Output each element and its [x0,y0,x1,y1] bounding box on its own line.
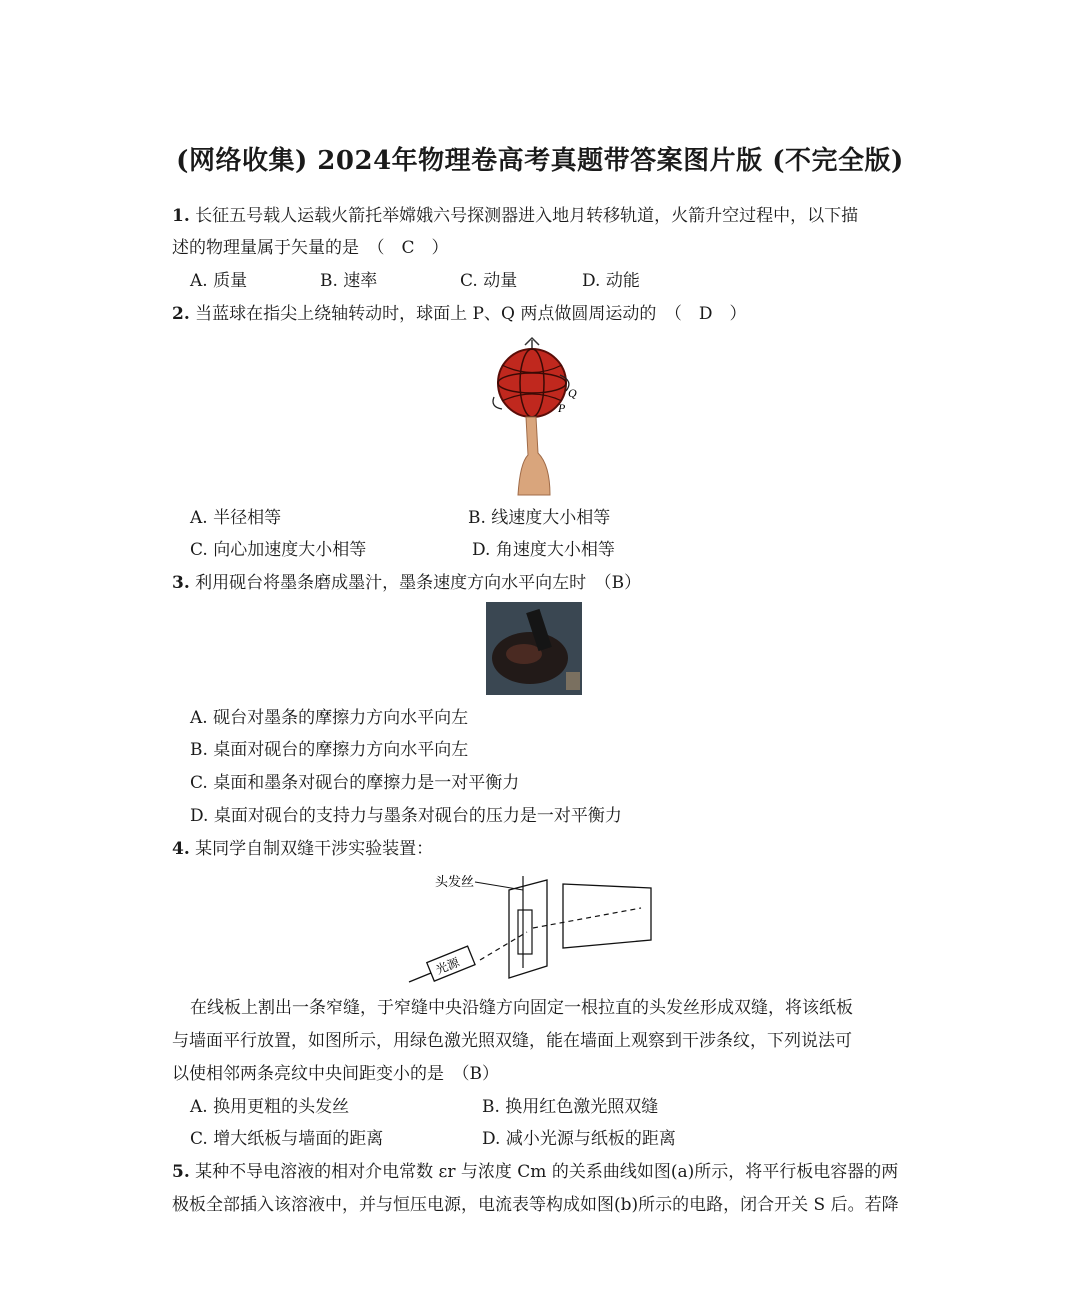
question-2-text: 当蓝球在指尖上绕轴转动时，球面上 P、Q 两点做圆周运动的 （ D ） [195,304,747,324]
question-3-stem [172,572,641,594]
inkstone-photo [486,602,582,695]
question-4-stem [172,838,433,860]
question-1-option-a: A. 质量 [190,271,248,291]
question-1-option-b: B. 速率 [320,271,378,291]
question-4-option-b: B. 换用红色激光照双缝 [482,1097,659,1117]
light-source-label: 光源 [433,955,462,978]
point-q-label: Q [568,386,577,400]
question-3-option-a: A. 砚台对墨条的摩擦力方向水平向左 [190,708,469,728]
question-3-number: 3. [172,573,190,593]
basketball-figure [470,335,600,500]
point-p-label: P [558,401,566,415]
question-4-option-a: A. 换用更粗的头发丝 [190,1097,350,1117]
question-1-option-d: D. 动能 [582,271,640,291]
question-2-option-a: A. 半径相等 [190,508,282,528]
question-2-option-d: D. 角速度大小相等 [472,540,615,560]
question-4-paragraph-line3: 以使相邻两条亮纹中央间距变小的是 （B） [172,1064,499,1084]
hair-label: 头发丝 [435,875,475,890]
double-slit-apparatus-diagram [405,868,665,983]
question-3-option-d: D. 桌面对砚台的支持力与墨条对砚台的压力是一对平衡力 [190,806,622,826]
question-3-option-b: B. 桌面对砚台的摩擦力方向水平向左 [190,740,469,760]
question-1-stem-line1 [172,205,858,227]
question-3-text: 利用砚台将墨条磨成墨汁，墨条速度方向水平向左时 （B） [195,573,642,593]
question-1-text: 长征五号载人运载火箭托举嫦娥六号探测器进入地月转移轨道，火箭升空过程中，以下描 [195,206,859,226]
question-5-stem-line2: 极板全部插入该溶液中，并与恒压电源，电流表等构成如图(b)所示的电路，闭合开关 S 后。若降 [172,1195,899,1215]
question-2-option-b: B. 线速度大小相等 [468,508,611,528]
question-1-option-c: C. 动量 [460,271,518,291]
question-4-option-c: C. 增大纸板与墙面的距离 [190,1129,384,1149]
question-1-stem-line2: 述的物理量属于矢量的是 （ C ） [172,238,449,258]
question-4-number: 4. [172,839,190,859]
page-title: (网络收集) 2024年物理卷高考真题带答案图片版 (不完全版) [176,146,904,176]
question-2-stem [172,303,746,325]
question-5-stem-line1 [172,1161,898,1183]
question-4-option-d: D. 减小光源与纸板的距离 [482,1129,676,1149]
question-5-number: 5. [172,1162,190,1182]
question-1-number: 1. [172,206,190,226]
question-4-paragraph-line2: 与墙面平行放置，如图所示，用绿色激光照双缝，能在墙面上观察到干涉条纹，下列说法可 [172,1031,852,1051]
question-2-number: 2. [172,304,190,324]
question-4-text: 某同学自制双缝干涉实验装置： [195,839,434,859]
question-5-text: 某种不导电溶液的相对介电常数 εr 与浓度 Cm 的关系曲线如图(a)所示，将平行板电容器的两 [195,1162,899,1182]
question-2-option-c: C. 向心加速度大小相等 [190,540,367,560]
question-3-option-c: C. 桌面和墨条对砚台的摩擦力是一对平衡力 [190,773,520,793]
question-4-paragraph-line1: 在线板上割出一条窄缝，于窄缝中央沿缝方向固定一根拉直的头发丝形成双缝，将该纸板 [190,998,853,1018]
